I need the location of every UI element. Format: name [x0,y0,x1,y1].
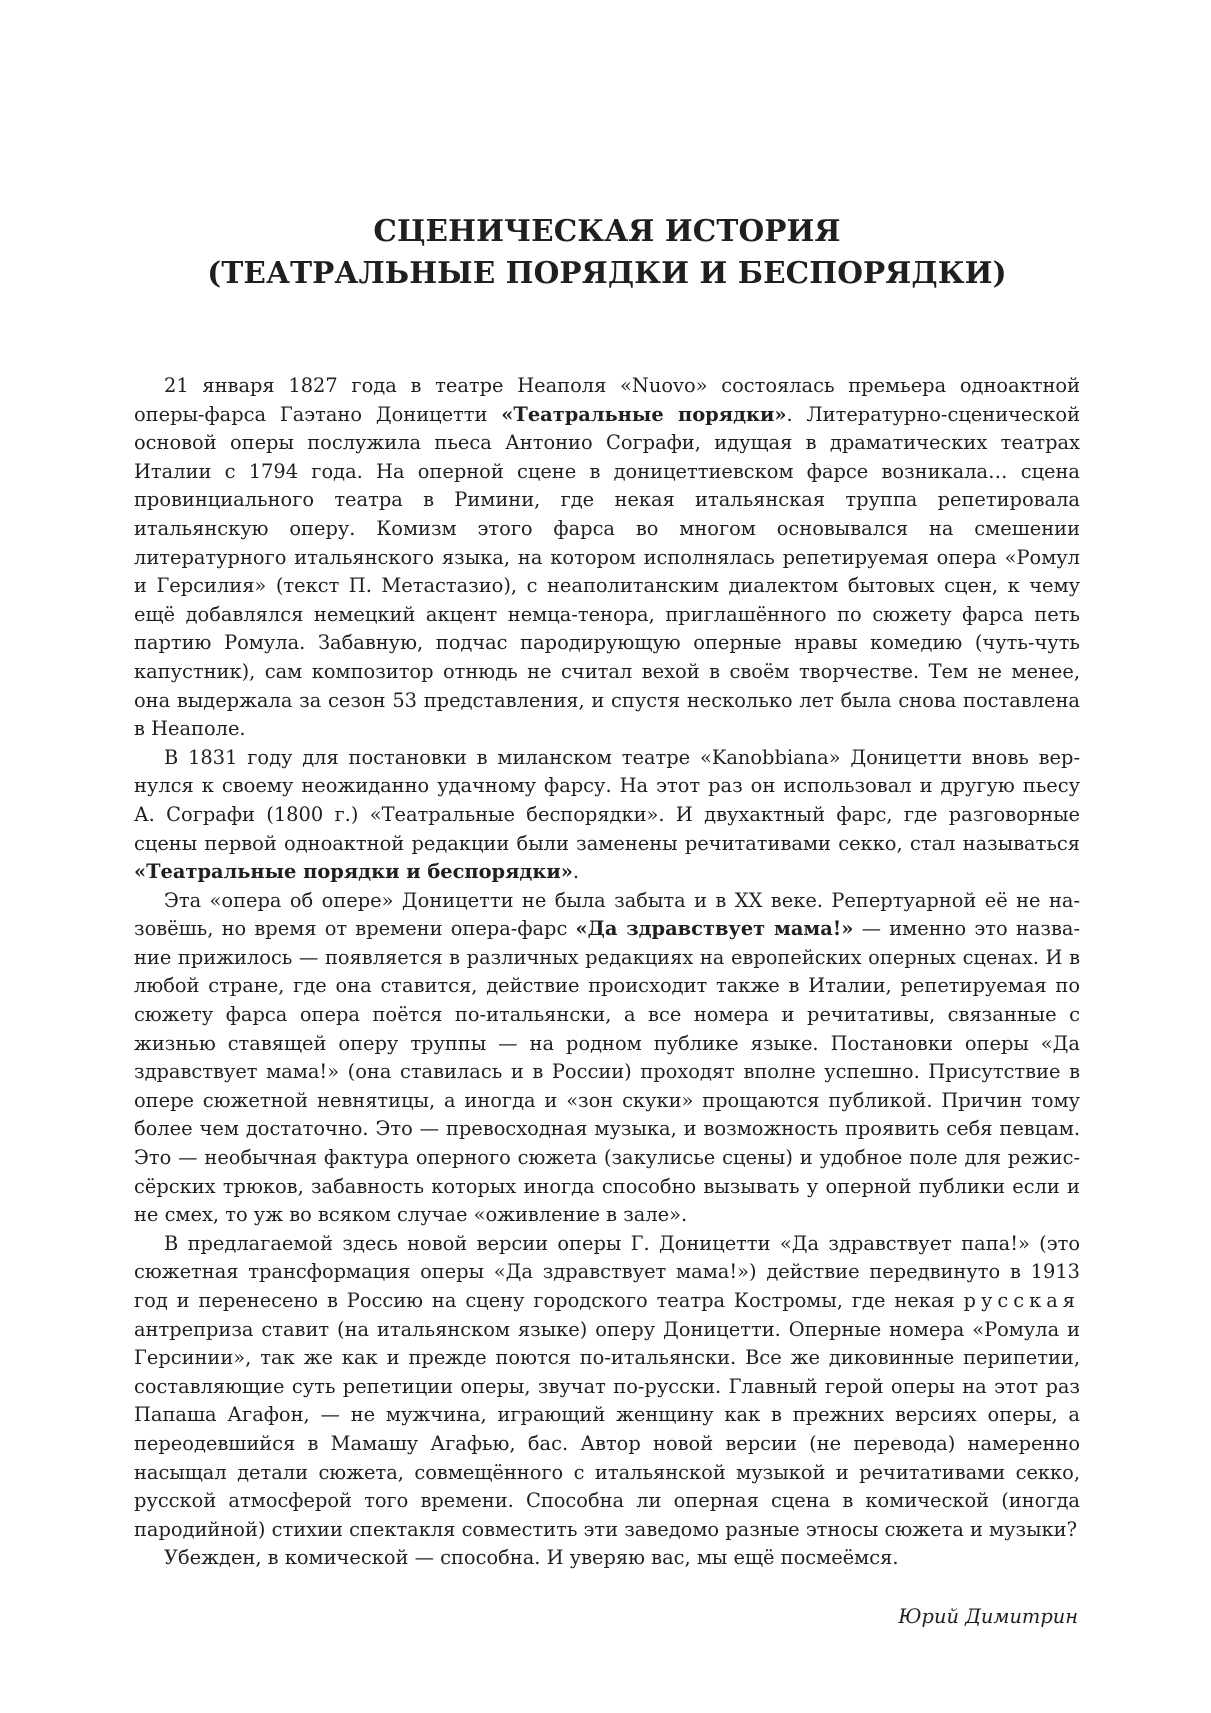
letter-spaced-word: русская [963,1289,1080,1312]
title-line-1: СЦЕНИЧЕСКАЯ ИСТОРИЯ [373,213,841,248]
paragraph-text: антреприза ставит (на итальянском языке) оперу Доницетти. Оперные номера «Ромула и Герсинии», так же как и прежде поются по-итальянски. Все же диковинные перипетии, составляющие суть репетиции оперы, звучат по-русски. Главный герой оперы на этот раз Папаша Агафон, — не мужчина, играющий женщину как в прежних версиях оперы, а переодевшийся в Мамашу Агафью, бас. Автор новой версии (не перевода) намеренно насыщал детали сюжета, совмещённого с итальянской музыкой и речитативами секко, русской атмосферой того времени. Способна ли оперная сцена в комической (иногда пародийной) стихии спектакля совместить эти заведомо разные этносы сюжета и музыки? [134,1317,1080,1541]
paragraph-text: . Литературно-сценической основой оперы послужила пьеса Антонио Сографи, идущая в драматических театрах Италии с 1794 года. На оперной сцене в доницеттиевском фарсе возникала… сцена провинциального театра в Римини, где некая итальянская труппа репетировала итальянскую оперу. Комизм этого фарса во многом основывался на смешении литературного итальянского языка, на котором исполнялась репетируемая опера «Ромул и Герсилия» (текст П. Метастазио), с неаполитанским диалектом бытовых сцен, к чему ещё добавлялся немецкий акцент немца-тенора, приглашённого по сюжету фарса петь партию Ромула. Забавную, подчас пародирующую оперные нравы комедию (чуть-чуть капустник), сам композитор отнюдь не считал вехой в своём творчестве. Тем не менее, она выдержала за сезон 53 представления, и спустя несколько лет была снова поставлена в Неаполе. [134,402,1080,741]
paragraph-text: Эта «опера об опере» Доницетти не была забыта и в XX веке. Репертуарной её не назовёшь, но время от времени опера-фарс [134,888,1080,941]
paragraph-3 [134,887,1080,1230]
paragraph-text: В предлагаемой здесь новой версии оперы Г. Доницетти «Да здравствует папа!» (это сюжетная трансформация оперы «Да здравствует мама!») действие передвинуто в 1913 год и перенесено в Россию на сцену городского театра Костромы, где некая [134,1231,1080,1312]
article-body [134,372,1080,1573]
page-title [134,210,1080,294]
title-line-2: (ТЕАТРАЛЬНЫЕ ПОРЯДКИ И БЕСПОРЯДКИ) [207,255,1007,290]
paragraph-1 [134,372,1080,744]
paragraph-text: . [572,860,580,884]
paragraph-4 [134,1230,1080,1545]
bold-opera-title: «Театральные порядки» [501,402,787,426]
author-signature: Юрий Димитрин [898,1604,1078,1628]
paragraph-text: 21 января 1827 года в театре Неаполя «Nuovo» состоялась премьера одноактной оперы-фарса Гаэтано Доницетти [134,374,1080,426]
paragraph-text: В 1831 году для постановки в миланском театре «Kanobbiana» Доницетти вновь вернулся к своему неожиданно удачному фарсу. На этот раз он использовал и другую пьесу А. Сографи (1800 г.) «Театральные беспорядки». И двухактный фарс, где разговорные сцены первой одноактной редакции были заменены речитативами секко, стал называться [134,745,1080,855]
paragraph-text: — именно это название прижилось — появляется в различных редакциях на европейских оперных сценах. И в любой стране, где она ставится, действие происходит также в Италии, репетируемая по сюжету фарса опера поётся по-итальянски, а все номера и речитативы, связанные с жизнью ставящей оперу труппы — на родном публике языке. Постановки оперы «Да здравствует мама!» (она ставилась и в России) проходят вполне успешно. Присутствие в опере сюжетной невнятицы, а иногда и «зон скуки» прощаются публикой. Причин тому более чем достаточно. Это — превосходная музыка, и возможность проявить себя певцам. Это — необычная фактура оперного сюжета (закулисье сцены) и удобное поле для режиссёрских трюков, забавность которых иногда способно вызывать у оперной публики если и не смех, то уж во всяком случае «оживление в зале». [134,917,1080,1227]
bold-opera-title: «Да здравствует мама!» [575,917,854,941]
bold-opera-title: «Театральные порядки и беспорядки» [134,860,573,884]
paragraph-text: Убежден, в комической — способна. И уверяю вас, мы ещё посмеёмся. [164,1546,899,1570]
document-page [134,210,1080,1631]
paragraph-2 [134,744,1080,887]
paragraph-5 [134,1544,1080,1573]
